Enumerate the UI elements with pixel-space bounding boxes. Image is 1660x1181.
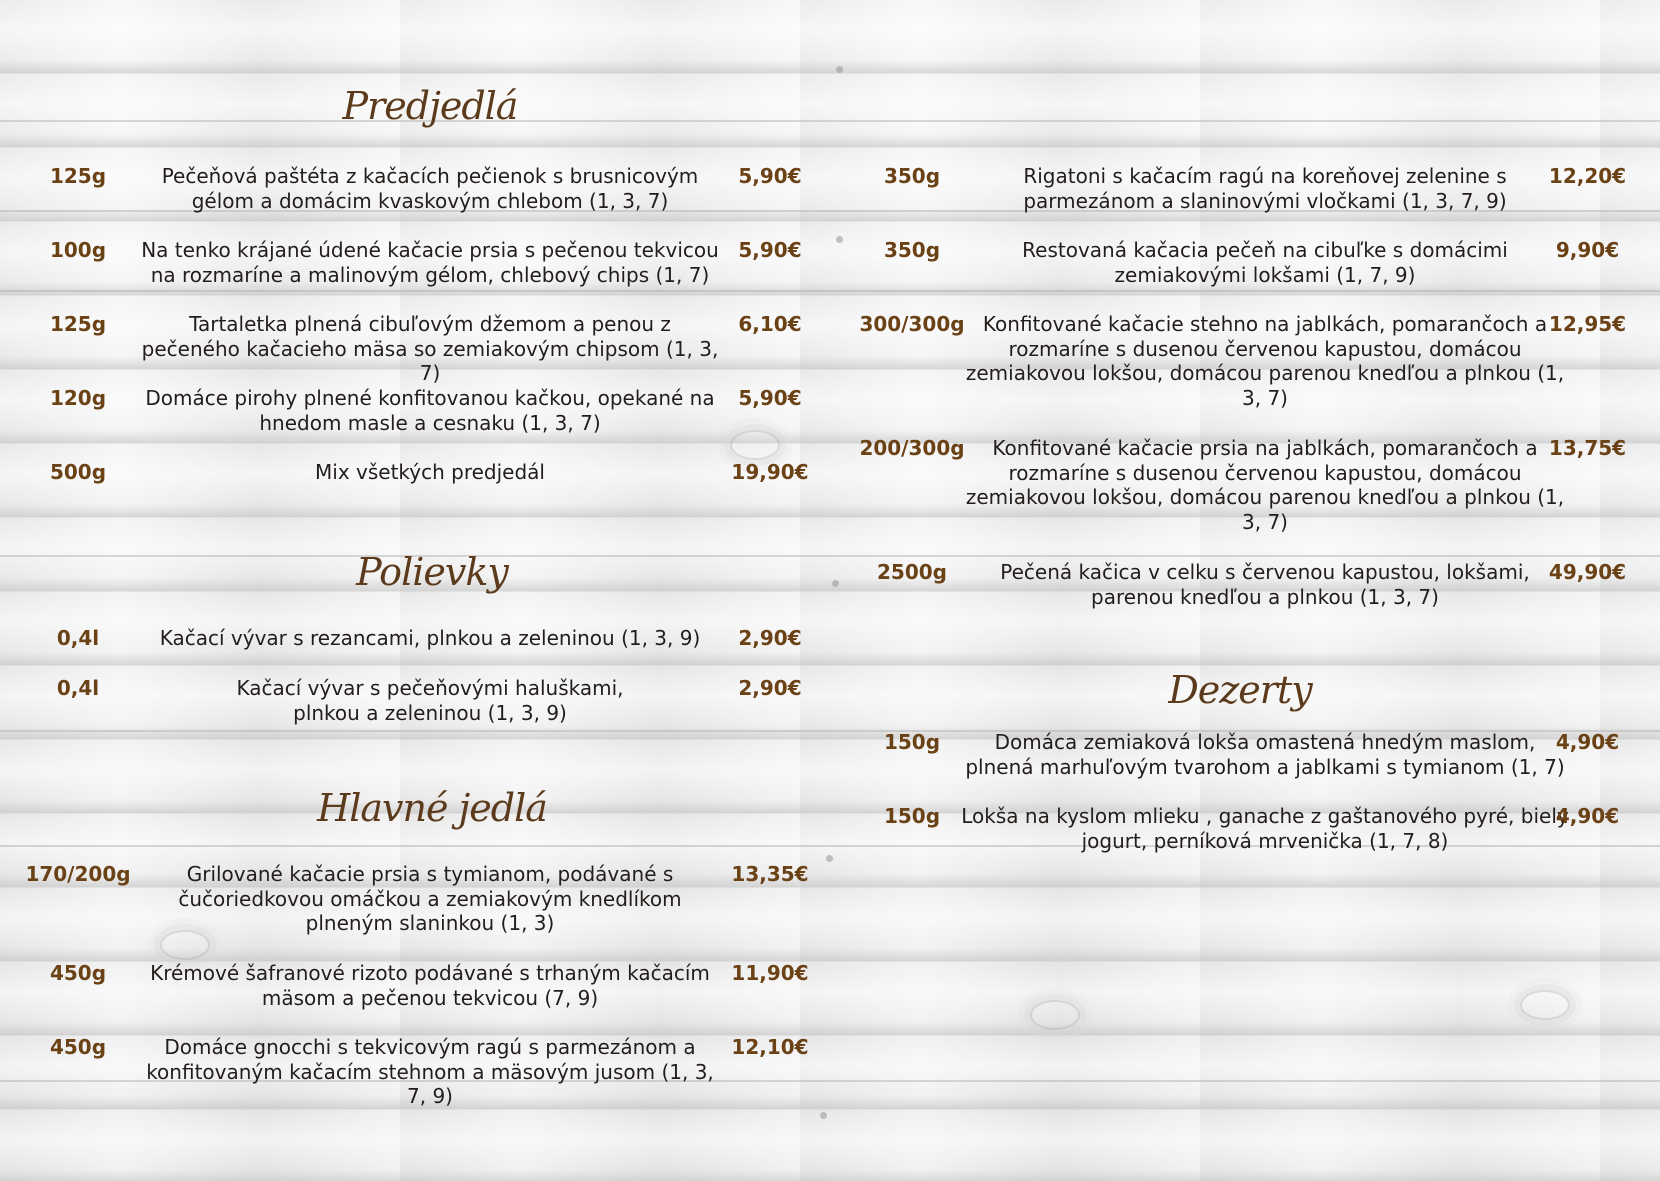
item-weight: 0,4l xyxy=(56,676,100,700)
nail-dot xyxy=(836,236,843,243)
item-price: 5,90€ xyxy=(738,164,802,188)
item-weight: 0,4l xyxy=(56,626,100,650)
section-title-desserts: Dezerty xyxy=(1168,668,1312,712)
wood-knot xyxy=(1030,1000,1080,1030)
item-price: 5,90€ xyxy=(738,386,802,410)
item-weight: 150g xyxy=(883,804,941,828)
item-description: Pečeňová paštéta z kačacích pečienok s brusnicovým gélom a domácim kvaskovým chlebom (1, 3, 7) xyxy=(161,164,699,213)
item-weight: 125g xyxy=(49,164,107,188)
item-price: 13,35€ xyxy=(731,862,809,886)
section-title-soups: Polievky xyxy=(356,550,508,594)
item-price: 19,90€ xyxy=(731,460,809,484)
item-price: 11,90€ xyxy=(731,961,809,985)
item-price: 12,95€ xyxy=(1548,312,1627,336)
item-description: Pečená kačica v celku s červenou kapustou, lokšami, parenou knedľou a plnkou (1, 3, 7) xyxy=(1000,560,1530,609)
item-description: Krémové šafranové rizoto podávané s trhaným kačacím mäsom a pečenou tekvicou (7, 9) xyxy=(150,961,710,1010)
item-price: 5,90€ xyxy=(738,238,802,262)
item-description: Domáce pirohy plnené konfitovanou kačkou, opekané na hnedom masle a cesnaku (1, 3, 7) xyxy=(145,386,715,435)
item-weight: 450g xyxy=(49,1035,107,1059)
item-description: Konfitované kačacie prsia na jablkách, pomarančoch a rozmaríne s dusenou červenou kapustou, domácou zemiakovou lokšou, domácou parenou knedľou a plnkou (1, 3, 7) xyxy=(965,436,1565,534)
item-price: 2,90€ xyxy=(738,676,802,700)
item-description: Grilované kačacie prsia s tymianom, podávané s čučoriedkovou omáčkou a zemiakovým knedlíkom plneným slaninkou (1, 3) xyxy=(178,862,682,935)
item-description: Mix všetkých predjedál xyxy=(315,460,545,484)
item-weight: 350g xyxy=(883,238,941,262)
item-weight: 450g xyxy=(49,961,107,985)
item-description: Rigatoni s kačacím ragú na koreňovej zelenine s parmezánom a slaninovými vločkami (1, 3, 7, 9) xyxy=(1023,164,1507,213)
nail-dot xyxy=(826,855,833,862)
plank-seam xyxy=(0,555,1660,557)
nail-dot xyxy=(820,1112,827,1119)
wood-knot xyxy=(1520,990,1570,1020)
item-price: 12,10€ xyxy=(731,1035,809,1059)
item-weight: 100g xyxy=(49,238,107,262)
section-title-mains: Hlavné jedlá xyxy=(317,786,547,830)
item-price: 2,90€ xyxy=(738,626,802,650)
item-price: 13,75€ xyxy=(1548,436,1627,460)
item-price: 49,90€ xyxy=(1548,560,1627,584)
nail-dot xyxy=(836,66,843,73)
item-description: Domáce gnocchi s tekvicovým ragú s parmezánom a konfitovaným kačacím stehnom a mäsovým jusom (1, 3, 7, 9) xyxy=(146,1035,714,1108)
item-price: 9,90€ xyxy=(1555,238,1620,262)
plank-seam xyxy=(0,120,1660,122)
item-description: Lokša na kyslom mlieku , ganache z gaštanového pyré, biely jogurt, perníková mrvenička (1, 7, 8) xyxy=(961,804,1569,853)
item-weight: 350g xyxy=(883,164,941,188)
item-weight: 500g xyxy=(49,460,107,484)
item-description: Konfitované kačacie stehno na jablkách, pomarančoch a rozmaríne s dusenou červenou kapustou, domácou zemiakovou lokšou, domácou parenou knedľou a plnkou (1, 3, 7) xyxy=(965,312,1565,410)
item-weight: 200/300g xyxy=(859,436,965,460)
item-weight: 170/200g xyxy=(25,862,131,886)
wood-knot xyxy=(730,430,780,460)
section-title-starters: Predjedlá xyxy=(342,84,518,128)
item-description: Restovaná kačacia pečeň na cibuľke s domácimi zemiakovými lokšami (1, 7, 9) xyxy=(1022,238,1508,287)
plank-seam xyxy=(0,290,1660,292)
item-price: 12,20€ xyxy=(1548,164,1627,188)
item-weight: 125g xyxy=(49,312,107,336)
item-weight: 2500g xyxy=(877,560,947,584)
item-weight: 300/300g xyxy=(859,312,965,336)
item-price: 4,90€ xyxy=(1555,730,1620,754)
item-price: 6,10€ xyxy=(738,312,802,336)
item-description: Kačací vývar s pečeňovými haluškami, plnkou a zeleninou (1, 3, 9) xyxy=(236,676,624,725)
item-weight: 150g xyxy=(883,730,941,754)
item-weight: 120g xyxy=(49,386,107,410)
item-description: Tartaletka plnená cibuľovým džemom a penou z pečeného kačacieho mäsa so zemiakovým chipsom (1, 3, 7) xyxy=(141,312,719,385)
item-description: Na tenko krájané údené kačacie prsia s pečenou tekvicou na rozmaríne a malinovým gélom, chlebový chips (1, 7) xyxy=(141,238,719,287)
item-description: Domáca zemiaková lokša omastená hnedým maslom, plnená marhuľovým tvarohom a jablkami s tymianom (1, 7) xyxy=(965,730,1565,779)
nail-dot xyxy=(832,580,839,587)
item-description: Kačací vývar s rezancami, plnkou a zeleninou (1, 3, 9) xyxy=(159,626,701,650)
item-price: 4,90€ xyxy=(1555,804,1620,828)
